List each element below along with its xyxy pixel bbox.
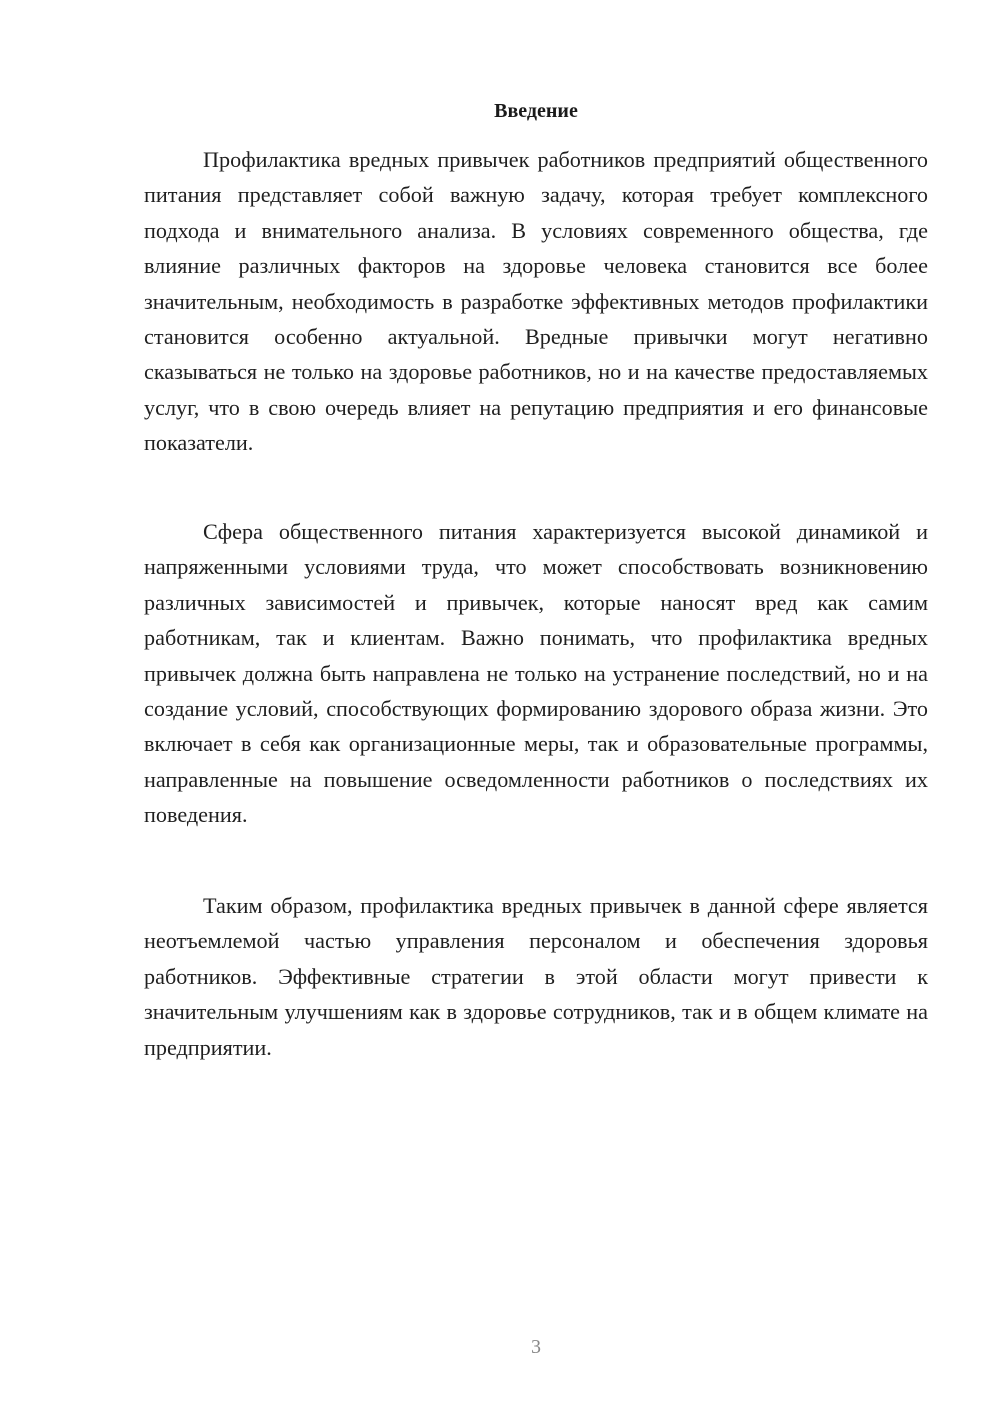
section-heading: Введение	[494, 100, 578, 122]
paragraph-3: Таким образом, профилактика вредных привычек в данной сфере является неотъемлемой частью управления персоналом и обеспечения здоровья работников. Эффективные стратегии в этой области могут привести к значительным улучшениям как в здоровье сотрудников, так и в общем климате на предприятии.	[144, 893, 928, 1060]
paragraph-2: Сфера общественного питания характеризуется высокой динамикой и напряженными условиями труда, что может способствовать возникновению различных зависимостей и привычек, которые наносят вред как самим работникам, так и клиентам. Важно понимать, что профилактика вредных привычек должна быть направлена не только на устранение последствий, но и на создание условий, способствующих формированию здорового образа жизни. Это включает в себя как организационные меры, так и образовательные программы, направленные на повышение осведомленности работников о последствиях их поведения.	[144, 519, 928, 828]
paragraph-1: Профилактика вредных привычек работников предприятий общественного питания представляет собой важную задачу, которая требует комплексного подхода и внимательного анализа. В условиях современного общества, где влияние различных факторов на здоровье человека становится все более значительным, необходимость в разработке эффективных методов профилактики становится особенно актуальной. Вредные привычки могут негативно сказываться не только на здоровье работников, но и на качестве предоставляемых услуг, что в свою очередь влияет на репутацию предприятия и его финансовые показатели.	[144, 147, 928, 456]
page-number: 3	[531, 1336, 541, 1358]
